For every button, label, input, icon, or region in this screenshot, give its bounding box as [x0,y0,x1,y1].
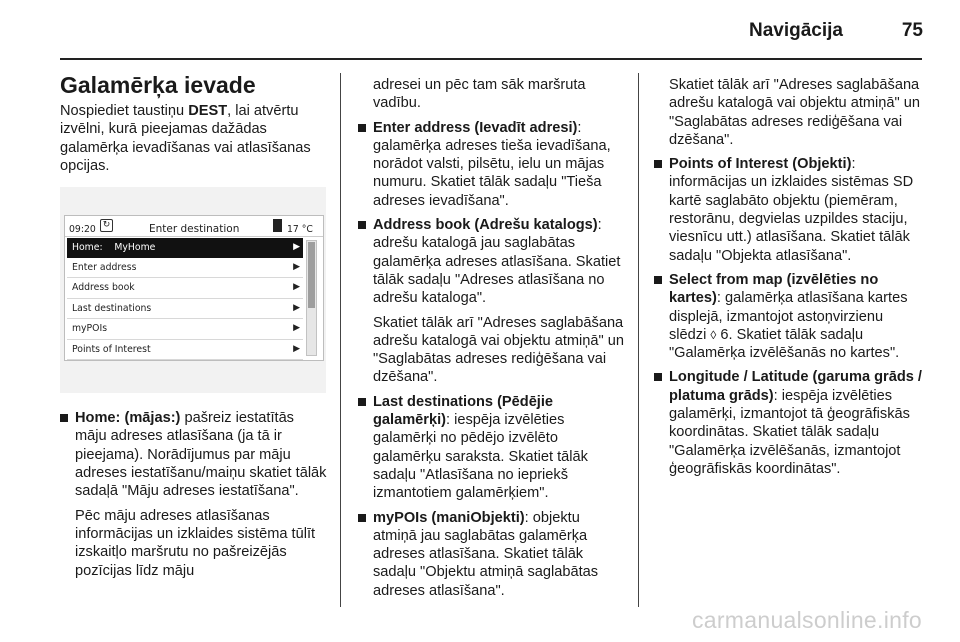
screen-illustration [60,187,326,393]
column-3 [654,76,922,484]
arrow-right-icon: ▶ [293,302,300,313]
menu-item-points-of-interest: Points of Interest ▶ [67,340,303,361]
intro-paragraph: Nospiediet taustiņu DEST, lai atvērtu izvēlni, kurā pieejamas dažādas galamērķa ievadīšanas vai atlasīšanas opcijas. [60,103,311,174]
screen-time: 09:20 [69,224,96,236]
bullet-longitude-latitude: Longitude / Latitude (garuma grāds / platuma grāds): iespēja izvēlēties galamērķi, izmantojot tā ģeogrāfiskās koordinātas. Skatiet tālāk sadaļu "Galamērķa izvēlēšanās, izmantojot ģeogrāfiskās koordinātas". [654,368,922,478]
arrow-right-icon: ▶ [293,343,300,354]
arrow-right-icon: ▶ [293,323,300,334]
scrollbar-thumb [308,242,315,308]
menu-item-address-book: Address book ▶ [67,278,303,299]
bullet-select-from-map: Select from map (izvēlēties no kartes): galamērķa atlasīšana kartes displejā, izmantojot astoņvirzienu slēdzi ◊ 6. Skatiet tālāk sadaļu "Galamērķa izvēlēšanās no kartes". [654,271,922,362]
page-reference-icon: ◊ [710,327,717,342]
bullet-square-icon [60,414,68,422]
bullet-mypois: myPOIs (maniObjekti): objektu atmiņā jau saglabātas galamērķa adreses atlasīšana. Skatiet tālāk sadaļu "Objektu atmiņā saglabātas adreses atlasīšana". [358,509,624,600]
address-book-note: Skatiet tālāk arī "Adreses saglabāšana adrešu katalogā vai objektu atmiņā" un "Saglabātas adreses rediģēšana vai dzēšana". [373,314,625,386]
watermark: carmanualsonline.info [691,607,922,633]
menu-item-mypois: myPOIs ▶ [67,319,303,340]
bullet-last-destinations: Last destinations (Pēdējie galamērķi): iespēja izvēlēties galamērķi no pēdējo izvēlēto galamērķu saraksta. Skatiet tālāk sadaļu "Atlasīšana no iepriekš izmantotiem galamērķiem". [358,393,624,503]
navigation-icon: ↻ [100,219,113,232]
mypois-note: Skatiet tālāk arī "Adreses saglabāšana adrešu katalogā vai objektu atmiņā" un "Saglabātas adreses rediģēšana vai dzēšana". [669,77,921,148]
bullet-square-icon [358,514,366,522]
bullet-enter-address: Enter address (Ievadīt adresi): galamērķa adreses tieša ievadīšana, norādot valsti, pilsētu, ielu un mājas numuru. Skatiet tālāk sadaļu "Tieša adreses ievadīšana". [358,119,624,210]
menu-item-last-destinations: Last destinations ▶ [67,299,303,320]
screen-title: Enter destination [149,223,240,236]
column-divider [638,73,639,607]
bullet-points-of-interest: Points of Interest (Objekti): informācijas un izklaides sistēmas SD kartē saglabāto objektu (piemēram, restorānu, degvielas uzpildes staciju, viesnīcu utt.) atlasīšana. Skatiet tālāk sadaļu "Objekta atlasīšana". [654,155,922,265]
section-title: Galamērķa ievade [60,72,256,98]
column-1 [60,72,328,586]
screen-temperature: 17 °C [287,224,313,236]
bullet-home: Home: (mājas:) pašreiz iestatītās māju adreses atlasīšana (ja tā ir pieejama). Norādījumus par māju adreses iestatīšanu/maiņu skatiet tālāk sadaļā "Māju adreses iestatīšana". [60,409,328,500]
destination-menu [67,238,303,360]
page-header [0,0,960,58]
home-continuation: adresei un pēc tam sāk maršruta vadību. [373,77,586,112]
arrow-right-icon: ▶ [293,282,300,293]
bullet-home-continuation: Pēc māju adreses atlasīšanas informācijas un izklaides sistēma tūlīt izskaitļo maršrutu no pašreizējās pozīcijas līdz māju [75,507,316,579]
infotainment-screen [64,215,324,361]
bullet-square-icon [654,276,662,284]
bullet-square-icon [654,373,662,381]
fuel-pump-icon [273,219,282,232]
column-divider [340,73,341,607]
column-2 [358,76,624,606]
screen-scrollbar [306,240,317,356]
arrow-right-icon: ▶ [293,261,300,272]
bullet-square-icon [358,398,366,406]
bullet-address-book: Address book (Adrešu katalogs): adrešu katalogā jau saglabātas galamērķa adreses atlasīšana. Skatiet tālāk sadaļu "Adreses atlasīšana no adrešu kataloga". [358,216,624,307]
screen-status-bar [65,216,323,237]
dest-key: DEST [188,103,228,119]
header-title: Navigācija [749,20,843,41]
arrow-right-icon: ▶ [293,242,300,253]
page-number: 75 [901,20,923,41]
header-rule [60,58,922,60]
bullet-square-icon [358,124,366,132]
menu-item-home: Home: MyHome ▶ [67,238,303,258]
bullet-square-icon [654,160,662,168]
menu-item-enter-address: Enter address ▶ [67,258,303,279]
bullet-square-icon [358,221,366,229]
